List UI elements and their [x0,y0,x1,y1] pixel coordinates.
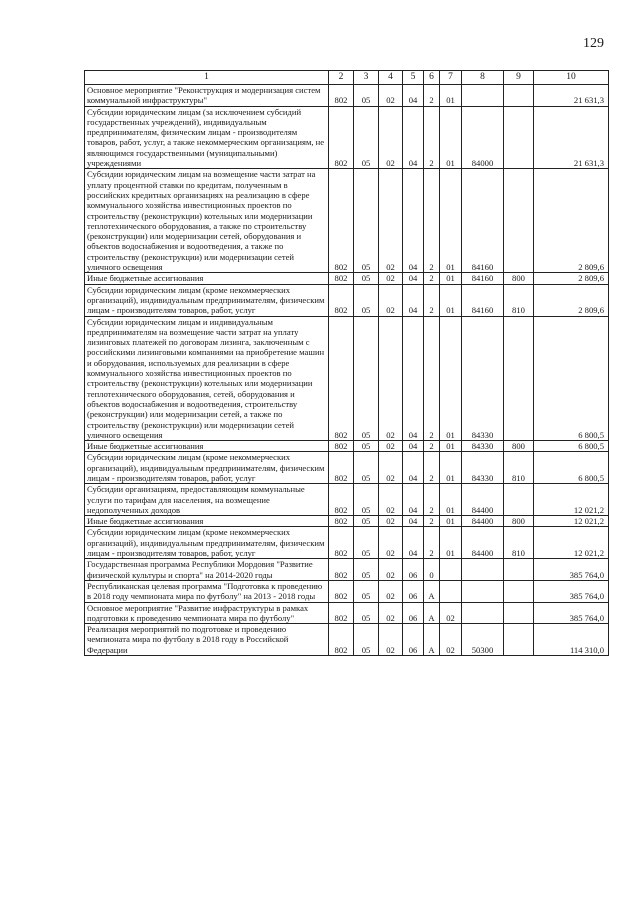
ministry-code: 802 [329,516,354,527]
table-row [85,602,609,624]
row-description: Иные бюджетные ассигнования [85,273,329,284]
column-header: 8 [462,71,504,85]
program-code: 04 [403,85,424,107]
ministry-code: 802 [329,452,354,484]
expense-type-code [504,580,534,602]
section-code: 05 [354,516,379,527]
subprogram-code: 2 [424,484,440,516]
column-header: 10 [534,71,609,85]
table-row [85,284,609,316]
table-row [85,106,609,169]
amount: 385 764,0 [534,559,609,581]
subsection-code: 02 [379,85,403,107]
amount: 385 764,0 [534,602,609,624]
program-code: 06 [403,580,424,602]
section-code: 05 [354,484,379,516]
target-article-code [462,580,504,602]
program-code: 04 [403,527,424,559]
section-code: 05 [354,441,379,452]
subsection-code: 02 [379,624,403,656]
event-code: 01 [440,106,462,169]
row-description: Субсидии организациям, предоставляющим коммунальные услуги по тарифам для населения, на возмещение недополученных доходов [85,484,329,516]
section-code: 05 [354,624,379,656]
expense-type-code [504,602,534,624]
section-code: 05 [354,559,379,581]
subsection-code: 02 [379,316,403,441]
section-code: 05 [354,580,379,602]
target-article-code: 84330 [462,452,504,484]
event-code: 01 [440,484,462,516]
ministry-code: 802 [329,316,354,441]
ministry-code: 802 [329,624,354,656]
subprogram-code: 2 [424,452,440,484]
subprogram-code: 2 [424,441,440,452]
program-code: 04 [403,516,424,527]
expense-type-code: 810 [504,527,534,559]
ministry-code: 802 [329,484,354,516]
row-description: Субсидии юридическим лицам на возмещение части затрат на уплату процентной ставки по кредитам, полученным в российских кредитных организациях на реализацию в сфере коммунального хозяйства инвестиционных проектов по строительству (реконструкции) котельных или модернизации теплотехнического оборудования, а также по строительству (реконструкции) или модернизации сетей, оборудования и объектов водоснабжения и водоотведения, а также по строительству (реконструкции) или модернизации сетей уличного освещения [85,169,329,273]
amount: 12 021,2 [534,484,609,516]
subsection-code: 02 [379,284,403,316]
amount: 2 809,6 [534,284,609,316]
subprogram-code: 2 [424,273,440,284]
target-article-code [462,85,504,107]
row-description: Субсидии юридическим лицам (кроме некоммерческих организаций), индивидуальным предпринимателям, физическим лицам - производителям товаров, работ, услуг [85,284,329,316]
section-code: 05 [354,85,379,107]
page-number: 129 [583,36,604,51]
event-code: 01 [440,85,462,107]
target-article-code: 84400 [462,516,504,527]
target-article-code: 84330 [462,316,504,441]
program-code: 04 [403,284,424,316]
table-row [85,169,609,273]
subsection-code: 02 [379,273,403,284]
table-row [85,441,609,452]
row-description: Реализация мероприятий по подготовке и проведению чемпионата мира по футболу в 2018 году в Российской Федерации [85,624,329,656]
amount: 385 764,0 [534,580,609,602]
row-description: Субсидии юридическим лицам (за исключением субсидий государственных учреждений), индивидуальным предпринимателям, физическим лицам - производителям товаров, работ, услуг, а также некоммерческим организациям, не являющимся государственными (муниципальными) учреждениями [85,106,329,169]
ministry-code: 802 [329,580,354,602]
table-row [85,273,609,284]
budget-table [84,70,609,656]
expense-type-code: 810 [504,452,534,484]
event-code [440,559,462,581]
subprogram-code: 2 [424,516,440,527]
row-description: Основное мероприятие "Реконструкция и модернизация систем коммунальной инфраструктуры" [85,85,329,107]
section-code: 05 [354,527,379,559]
amount: 6 800,5 [534,316,609,441]
column-header: 1 [85,71,329,85]
program-code: 06 [403,559,424,581]
event-code: 02 [440,602,462,624]
row-description: Субсидии юридическим лицам и индивидуальным предпринимателям на возмещение части затрат на уплату лизинговых платежей по договорам лизинга, заключенным с российскими лизинговыми компаниями на приобретение машин и оборудования, используемых для реализации в сфере коммунального хозяйства инвестиционных проектов по строительству (реконструкции) котельных или модернизации теплотехнического оборудования, сетей, оборудования и объектов водоснабжения и водоотведения, строительству (реконструкции) или модернизации сетей, а также по строительству (реконструкции) или модернизации сетей уличного освещения [85,316,329,441]
subsection-code: 02 [379,527,403,559]
expense-type-code [504,106,534,169]
program-code: 04 [403,273,424,284]
subsection-code: 02 [379,441,403,452]
expense-type-code [504,624,534,656]
target-article-code: 84400 [462,484,504,516]
ministry-code: 802 [329,527,354,559]
event-code: 01 [440,441,462,452]
event-code: 01 [440,316,462,441]
subsection-code: 02 [379,484,403,516]
expense-type-code [504,316,534,441]
expense-type-code [504,85,534,107]
table-row [85,85,609,107]
event-code: 02 [440,624,462,656]
ministry-code: 802 [329,441,354,452]
table-row [85,516,609,527]
section-code: 05 [354,316,379,441]
event-code: 01 [440,516,462,527]
expense-type-code [504,484,534,516]
program-code: 04 [403,106,424,169]
target-article-code: 84160 [462,273,504,284]
table-row [85,559,609,581]
expense-type-code [504,169,534,273]
subprogram-code: 2 [424,169,440,273]
target-article-code: 84330 [462,441,504,452]
ministry-code: 802 [329,85,354,107]
program-code: 04 [403,316,424,441]
subsection-code: 02 [379,169,403,273]
subprogram-code: 2 [424,284,440,316]
event-code: 01 [440,452,462,484]
subprogram-code: 2 [424,316,440,441]
subsection-code: 02 [379,602,403,624]
expense-type-code: 800 [504,273,534,284]
column-header: 4 [379,71,403,85]
header-row [85,71,609,85]
amount: 6 800,5 [534,441,609,452]
subprogram-code: 0 [424,559,440,581]
event-code: 01 [440,284,462,316]
expense-type-code [504,559,534,581]
ministry-code: 802 [329,284,354,316]
program-code: 06 [403,602,424,624]
subsection-code: 02 [379,106,403,169]
program-code: 04 [403,441,424,452]
target-article-code: 84400 [462,527,504,559]
event-code: 01 [440,169,462,273]
amount: 12 021,2 [534,527,609,559]
event-code: 01 [440,273,462,284]
amount: 2 809,6 [534,273,609,284]
ministry-code: 802 [329,106,354,169]
column-header: 2 [329,71,354,85]
event-code: 01 [440,527,462,559]
ministry-code: 802 [329,559,354,581]
amount: 2 809,6 [534,169,609,273]
subsection-code: 02 [379,452,403,484]
event-code [440,580,462,602]
target-article-code [462,559,504,581]
subprogram-code: 2 [424,85,440,107]
program-code: 06 [403,624,424,656]
target-article-code: 84160 [462,169,504,273]
column-header: 6 [424,71,440,85]
ministry-code: 802 [329,169,354,273]
row-description: Иные бюджетные ассигнования [85,516,329,527]
budget-table-container [84,70,609,656]
section-code: 05 [354,602,379,624]
subprogram-code: А [424,602,440,624]
section-code: 05 [354,106,379,169]
amount: 21 631,3 [534,85,609,107]
program-code: 04 [403,169,424,273]
section-code: 05 [354,169,379,273]
amount: 6 800,5 [534,452,609,484]
row-description: Основное мероприятие "Развитие инфраструктуры в рамках подготовки к проведению чемпионата мира по футболу" [85,602,329,624]
target-article-code [462,602,504,624]
row-description: Субсидии юридическим лицам (кроме некоммерческих организаций), индивидуальным предпринимателям, физическим лицам - производителям товаров, работ, услуг [85,527,329,559]
row-description: Иные бюджетные ассигнования [85,441,329,452]
expense-type-code: 810 [504,284,534,316]
subprogram-code: 2 [424,527,440,559]
table-row [85,527,609,559]
table-row [85,452,609,484]
subsection-code: 02 [379,516,403,527]
expense-type-code: 800 [504,516,534,527]
section-code: 05 [354,452,379,484]
amount: 114 310,0 [534,624,609,656]
target-article-code: 50300 [462,624,504,656]
table-row [85,624,609,656]
column-header: 9 [504,71,534,85]
subprogram-code: 2 [424,106,440,169]
table-row [85,484,609,516]
program-code: 04 [403,452,424,484]
ministry-code: 802 [329,602,354,624]
section-code: 05 [354,273,379,284]
column-header: 3 [354,71,379,85]
subsection-code: 02 [379,580,403,602]
target-article-code: 84160 [462,284,504,316]
target-article-code: 84000 [462,106,504,169]
table-row [85,316,609,441]
subsection-code: 02 [379,559,403,581]
amount: 21 631,3 [534,106,609,169]
subprogram-code: А [424,580,440,602]
row-description: Республиканская целевая программа "Подготовка к проведению в 2018 году чемпионата мира по футболу" на 2013 - 2018 годы [85,580,329,602]
table-row [85,580,609,602]
row-description: Государственная программа Республики Мордовия "Развитие физической культуры и спорта" на 2014-2020 годы [85,559,329,581]
ministry-code: 802 [329,273,354,284]
section-code: 05 [354,284,379,316]
amount: 12 021,2 [534,516,609,527]
column-header: 7 [440,71,462,85]
column-header: 5 [403,71,424,85]
program-code: 04 [403,484,424,516]
row-description: Субсидии юридическим лицам (кроме некоммерческих организаций), индивидуальным предпринимателям, физическим лицам - производителям товаров, работ, услуг [85,452,329,484]
subprogram-code: А [424,624,440,656]
expense-type-code: 800 [504,441,534,452]
